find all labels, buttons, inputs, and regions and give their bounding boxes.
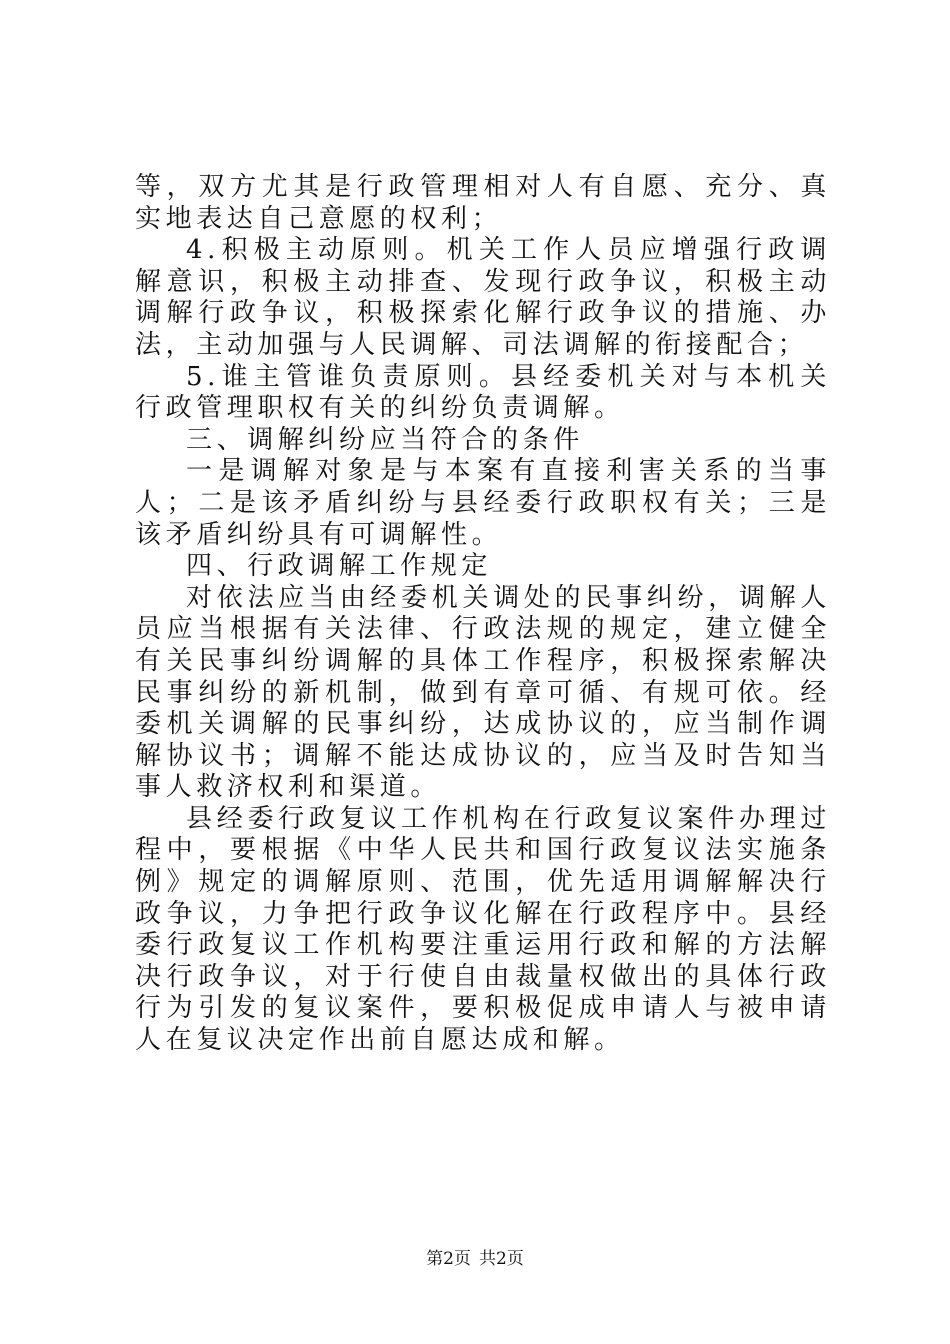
page-footer xyxy=(0,1244,950,1269)
section-heading-4: 四、行政调解工作规定 xyxy=(186,551,493,582)
document-body xyxy=(135,172,831,1057)
paragraph-administrative-review: 县经委行政复议工作机构在行政复议案件办理过程中，要根据《中华人民共和国行政复议法实施条例》规定的调解原则、范围，优先适用调解解决行政争议，力争把行政争议化解在行政程序中。县经委行政复议工作机构要注重运用行政和解的方法解决行政争议，对于行使自由裁量权做出的具体行政行为引发的复议案件，要积极促成申请人与被申请人在复议决定作出前自愿达成和解。 xyxy=(135,803,831,1056)
paragraph-principle-4: 4.积极主动原则。机关工作人员应增强行政调解意识，积极主动排查、发现行政争议，积极主动调解行政争议，积极探索化解行政争议的措施、办法，主动加强与人民调解、司法调解的衔接配合； xyxy=(135,235,831,360)
paragraph-principle-5: 5.谁主管谁负责原则。县经委机关对与本机关行政管理职权有关的纠纷负责调解。 xyxy=(135,361,831,424)
page-number-current: 第2页 xyxy=(426,1249,471,1269)
paragraph-civil-disputes: 对依法应当由经委机关调处的民事纠纷，调解人员应当根据有关法律、行政法规的规定，建立健全有关民事纠纷调解的具体工作程序，积极探索解决民事纠纷的新机制，做到有章可循、有规可依。经委机关调解的民事纠纷，达成协议的，应当制作调解协议书；调解不能达成协议的，应当及时告知当事人救济权利和渠道。 xyxy=(135,582,831,803)
page-number-total: 共2页 xyxy=(479,1249,524,1269)
paragraph-continuation: 等，双方尤其是行政管理相对人有自愿、充分、真实地表达自己意愿的权利； xyxy=(135,172,831,234)
section-heading-3: 三、调解纠纷应当符合的条件 xyxy=(186,424,584,455)
paragraph-conditions: 一是调解对象是与本案有直接利害关系的当事人；二是该矛盾纠纷与县经委行政职权有关；三是该矛盾纠纷具有可调解性。 xyxy=(135,456,831,550)
